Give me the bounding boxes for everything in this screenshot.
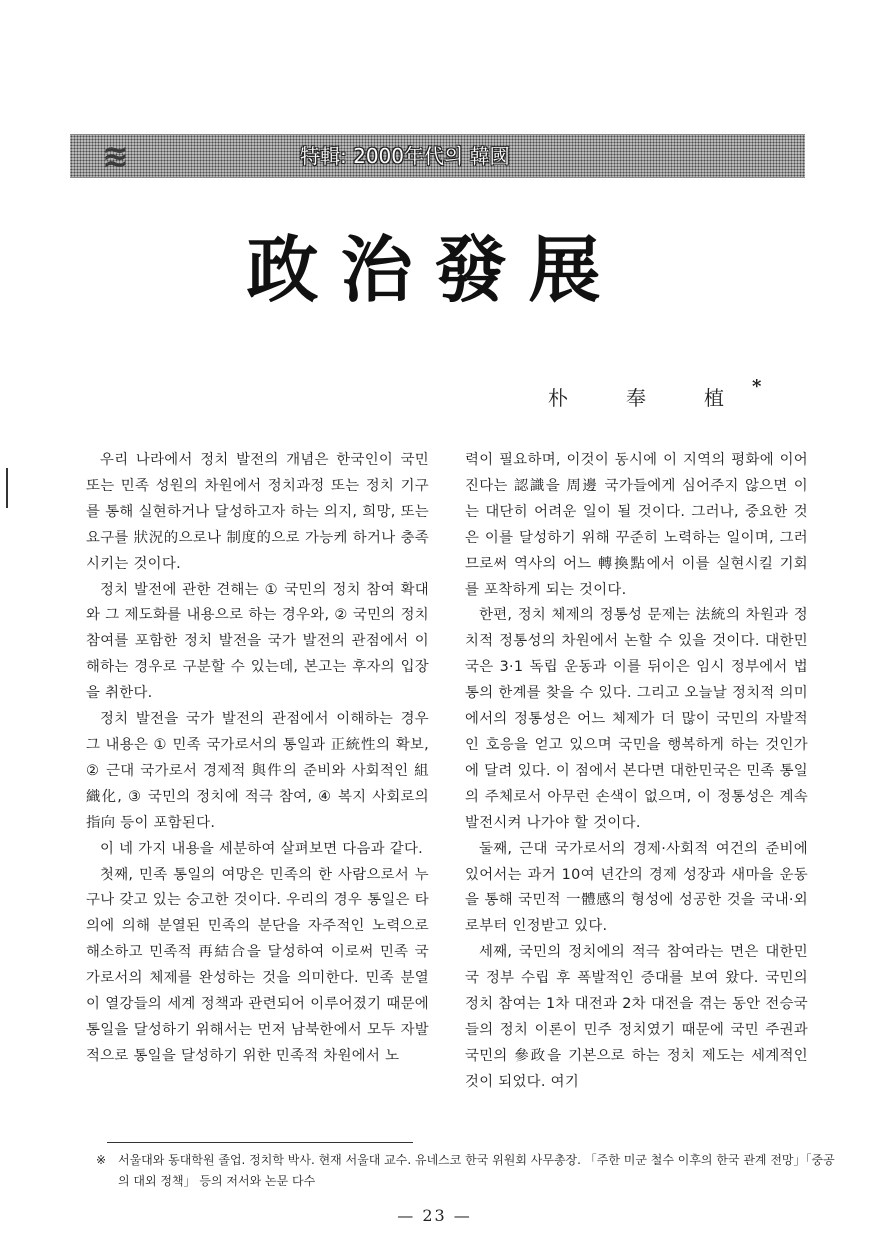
paragraph: 우리 나라에서 정치 발전의 개념은 한국인이 국민 또는 민족 성원의 차원에서 정치과정 또는 정치 기구를 통해 실현하거나 달성하고자 하는 의지, 희망, 또는 요구를 狀況的으로나 制度的으로 가능케 하거나 충족시키는 것이다.: [86, 452, 429, 572]
paragraph: 한편, 정치 체제의 정통성 문제는 法統의 차원과 정치적 정통성의 차원에서 논할 수 있을 것이다. 대한민국은 3·1 독립 운동과 이를 뒤이은 임시 정부에서 법통의 한계를 찾을 수 있다. 그리고 오늘날 정치적 의미에서의 정통성은 어느 체제가 더 많이 국민의 자발적인 호응을 얻고 있으며 국민을 행복하게 하는 것인가에 달려 있다. 이 점에서 본다면 대한민국은 민족 통일의 주체로서 아무런 손색이 없으며, 이 정통성은 계속 발전시켜 나가야 할 것이다.: [465, 607, 808, 831]
body-column-left: [86, 448, 429, 1070]
author-footnote: [96, 1150, 836, 1192]
article-title: 政治發展: [246, 227, 623, 312]
paragraph: 력이 필요하며, 이것이 동시에 이 지역의 평화에 이어진다는 認識을 周邊 국가들에게 심어주지 않으면 이는 대단히 어려운 일이 될 것이다. 그러나, 중요한 것은 이를 달성하기 위해 꾸준히 노력하는 일이며, 그러므로써 역사의 어느 轉換點에서 이를 실현시킬 기회를 포착하게 되는 것이다.: [465, 452, 808, 598]
author-char: 朴: [548, 386, 568, 410]
page-number: — 23 —: [397, 1206, 472, 1225]
paragraph: 세째, 국민의 정치에의 적극 참여라는 면은 대한민국 정부 수립 후 폭발적인 증대를 보여 왔다. 국민의 정치 참여는 1차 대전과 2차 대전을 겪는 동안 전승국들의 정치 이론이 민주 정치였기 때문에 국민 주권과 국민의 參政을 기본으로 하는 정치 제도는 세계적인 것이 되었다. 여기: [465, 944, 808, 1090]
scan-edge-mark: [6, 468, 8, 508]
paragraph: 둘째, 근대 국가로서의 경제·사회적 여건의 준비에 있어서는 과거 10여 년간의 경제 성장과 새마을 운동을 통해 국민적 一體感의 형성에 성공한 것을 국내·외로부터 인정받고 있다.: [465, 840, 808, 935]
author-name: [548, 382, 748, 414]
paragraph: 정치 발전을 국가 발전의 관점에서 이해하는 경우 그 내용은 ① 민족 국가로서의 통일과 正統性의 확보, ② 근대 국가로서 경제적 與件의 준비와 사회적인 組織化, ③ 국민의 정치에 적극 참여, ④ 복지 사회로의 指向 등이 포함된다.: [86, 711, 429, 831]
footnote-divider: [107, 1142, 413, 1143]
author-char: 植: [704, 386, 724, 410]
author-footnote-mark: *: [752, 376, 762, 397]
section-banner: [70, 134, 805, 178]
paragraph: 정치 발전에 관한 견해는 ① 국민의 정치 참여 확대와 그 제도화를 내용으로 하는 경우와, ② 국민의 정치 참여를 포함한 정치 발전을 국가 발전의 관점에서 이해하는 경우로 구분할 수 있는데, 본고는 후자의 입장을 취한다.: [86, 581, 429, 702]
banner-ornament-icon: ≋: [102, 137, 125, 175]
paragraph: 첫째, 민족 통일의 여망은 민족의 한 사람으로서 누구나 갖고 있는 숭고한 것이다. 우리의 경우 통일은 타의에 의해 분열된 민족의 분단을 자주적인 노력으로 해소하고 민족적 再結合을 달성하여 이로써 민족 국가로서의 체제를 완성하는 것을 의미한다. 민족 분열이 열강들의 세계 정책과 관련되어 이루어졌기 때문에 통일을 달성하기 위해서는 먼저 남북한에서 모두 자발적으로 통일을 달성하기 위한 민족적 차원에서 노: [86, 866, 429, 1064]
banner-heading: 特輯: 2000年代의 韓國: [300, 144, 510, 168]
body-column-right: [465, 448, 808, 1096]
paragraph: 이 네 가지 내용을 세분하여 살펴보면 다음과 같다.: [100, 840, 424, 857]
author-char: 奉: [626, 386, 646, 410]
footnote-text: 서울대와 동대학원 졸업. 정치학 박사. 현재 서울대 교수. 유네스코 한국 위원회 사무총장. 「주한 미군 철수 이후의 한국 관계 전망」「중공의 대외 정책」 등의 저서와 논문 다수: [118, 1153, 835, 1188]
footnote-mark: ※: [96, 1153, 107, 1167]
